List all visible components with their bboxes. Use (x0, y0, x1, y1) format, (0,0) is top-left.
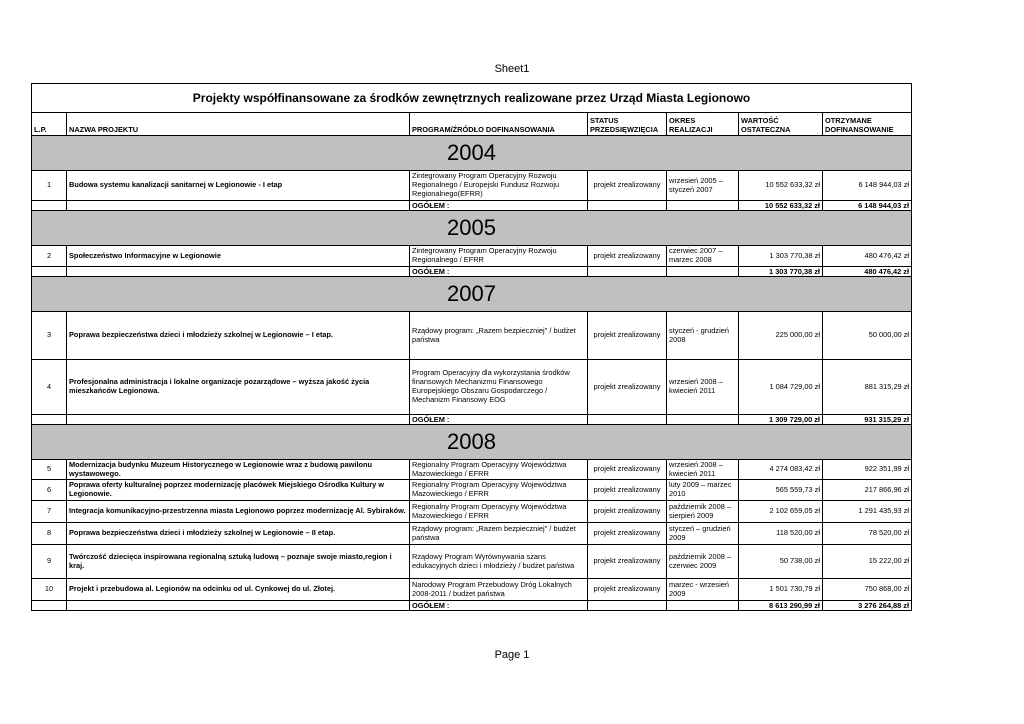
cell-status: projekt zrealizowany (588, 246, 667, 267)
cell-lp: 1 (32, 171, 67, 201)
header-program: PROGRAM/ŹRÓDŁO DOFINANSOWANIA (410, 113, 588, 136)
table-row (32, 171, 912, 201)
total-value: 8 613 290,99 zł (739, 601, 823, 611)
cell-period: październik 2008 – sierpień 2009 (667, 501, 739, 523)
cell-value: 4 274 083,42 zł (739, 460, 823, 480)
table-row (32, 480, 912, 501)
table-row (32, 523, 912, 545)
total-funding: 931 315,29 zł (823, 415, 912, 425)
cell-funding: 50 000,00 zł (823, 312, 912, 360)
total-row (32, 201, 912, 211)
cell-period: styczeń - grudzień 2008 (667, 312, 739, 360)
cell-status: projekt zrealizowany (588, 360, 667, 415)
sheet-name: Sheet1 (494, 63, 530, 75)
cell-program: Program Operacyjny dla wykorzystania środków finansowych Mechanizmu Finansowego Europejskiego Obszaru Gospodarczego / Mechanizm Finansowy EOG (410, 360, 588, 415)
cell-funding: 480 476,42 zł (823, 246, 912, 267)
cell-funding: 881 315,29 zł (823, 360, 912, 415)
cell-value: 1 084 729,00 zł (739, 360, 823, 415)
projects-table (31, 83, 912, 611)
cell-value: 10 552 633,32 zł (739, 171, 823, 201)
cell-status: projekt zrealizowany (588, 480, 667, 501)
cell-project-name: Projekt i przebudowa al. Legionów na odcinku od ul. Cynkowej do ul. Złotej. (67, 579, 410, 601)
cell-program: Zintegrowany Program Operacyjny Rozwoju Regionalnego / Europejski Fundusz Rozwoju Regionalnego(EFRR) (410, 171, 588, 201)
header-row (32, 113, 912, 136)
total-funding: 3 276 264,88 zł (823, 601, 912, 611)
total-row (32, 267, 912, 277)
cell-lp: 6 (32, 480, 67, 501)
table-row (32, 360, 912, 415)
cell-project-name: Poprawa bezpieczeństwa dzieci i młodzieży szkolnej w Legionowie – I etap. (67, 312, 410, 360)
header-lp: L.P. (32, 113, 67, 136)
cell-status: projekt zrealizowany (588, 579, 667, 601)
cell-value: 118 520,00 zł (739, 523, 823, 545)
table-row (32, 312, 912, 360)
year-heading: 2008 (32, 425, 912, 460)
cell-program: Rządowy program: „Razem bezpieczniej" / budżet państwa (410, 523, 588, 545)
total-value: 10 552 633,32 zł (739, 201, 823, 211)
total-value: 1 309 729,00 zł (739, 415, 823, 425)
total-value: 1 303 770,38 zł (739, 267, 823, 277)
cell-value: 1 303 770,38 zł (739, 246, 823, 267)
cell-program: Regionalny Program Operacyjny Województwa Mazowieckiego / EFRR (410, 460, 588, 480)
cell-funding: 217 866,96 zł (823, 480, 912, 501)
year-heading: 2005 (32, 211, 912, 246)
table-row (32, 501, 912, 523)
year-heading: 2007 (32, 277, 912, 312)
cell-project-name: Społeczeństwo Informacyjne w Legionowie (67, 246, 410, 267)
cell-status: projekt zrealizowany (588, 523, 667, 545)
cell-project-name: Integracja komunikacyjno-przestrzenna miasta Legionowo poprzez modernizację Al. Sybiraków. (67, 501, 410, 523)
cell-project-name: Twórczość dziecięca inspirowana regionalną sztuką ludową – poznaje swoje miasto,region i kraj. (67, 545, 410, 579)
cell-lp: 5 (32, 460, 67, 480)
cell-value: 565 559,73 zł (739, 480, 823, 501)
cell-funding: 1 291 435,93 zł (823, 501, 912, 523)
cell-period: styczeń – grudzień 2009 (667, 523, 739, 545)
total-funding: 480 476,42 zł (823, 267, 912, 277)
cell-value: 2 102 659,05 zł (739, 501, 823, 523)
cell-funding: 15 222,00 zł (823, 545, 912, 579)
cell-project-name: Poprawa bezpieczeństwa dzieci i młodzieży szkolnej w Legionowie – II etap. (67, 523, 410, 545)
total-row (32, 415, 912, 425)
total-label: OGÓŁEM : (410, 267, 588, 277)
cell-value: 225 000,00 zł (739, 312, 823, 360)
cell-status: projekt zrealizowany (588, 545, 667, 579)
cell-funding: 750 868,00 zł (823, 579, 912, 601)
cell-funding: 6 148 944,03 zł (823, 171, 912, 201)
cell-lp: 10 (32, 579, 67, 601)
total-funding: 6 148 944,03 zł (823, 201, 912, 211)
cell-period: czerwiec 2007 – marzec 2008 (667, 246, 739, 267)
cell-program: Narodowy Program Przebudowy Dróg Lokalnych 2008-2011 / budżet państwa (410, 579, 588, 601)
total-label: OGÓŁEM : (410, 601, 588, 611)
cell-value: 1 501 730,79 zł (739, 579, 823, 601)
cell-lp: 7 (32, 501, 67, 523)
total-row (32, 601, 912, 611)
cell-lp: 8 (32, 523, 67, 545)
header-name: NAZWA PROJEKTU (67, 113, 410, 136)
total-label: OGÓŁEM : (410, 201, 588, 211)
cell-program: Rządowy Program Wyrównywania szans edukacyjnych dzieci i młodzieży / budżet państwa (410, 545, 588, 579)
cell-status: projekt zrealizowany (588, 501, 667, 523)
table-row (32, 545, 912, 579)
cell-program: Regionalny Program Operacyjny Województwa Mazowieckiego / EFRR (410, 501, 588, 523)
cell-value: 50 738,00 zł (739, 545, 823, 579)
header-funding: OTRZYMANE DOFINANSOWANIE (823, 113, 912, 136)
cell-period: marzec - wrzesień 2009 (667, 579, 739, 601)
year-heading: 2004 (32, 136, 912, 171)
cell-project-name: Poprawa oferty kulturalnej poprzez modernizację placówek Miejskiego Ośrodka Kultury w Legionowie. (67, 480, 410, 501)
header-status: STATUS PRZEDSIĘWZIĘCIA (588, 113, 667, 136)
page-footer: Page 1 (494, 649, 530, 661)
cell-program: Rządowy program: „Razem bezpieczniej" / budżet państwa (410, 312, 588, 360)
table-row (32, 579, 912, 601)
cell-period: wrzesień 2005 – styczeń 2007 (667, 171, 739, 201)
header-period: OKRES REALIZACJI (667, 113, 739, 136)
table-row (32, 460, 912, 480)
table-title: Projekty współfinansowane za środków zewnętrznych realizowane przez Urząd Miasta Legionowo (32, 84, 912, 113)
cell-program: Zintegrowany Program Operacyjny Rozwoju Regionalnego / EFRR (410, 246, 588, 267)
cell-project-name: Modernizacja budynku Muzeum Historycznego w Legionowie wraz z budową pawilonu wystawowego. (67, 460, 410, 480)
header-value: WARTOŚĆ OSTATECZNA (739, 113, 823, 136)
table-row (32, 246, 912, 267)
cell-status: projekt zrealizowany (588, 171, 667, 201)
cell-lp: 2 (32, 246, 67, 267)
cell-period: październik 2008 – czerwiec 2009 (667, 545, 739, 579)
cell-period: wrzesień 2008 – kwiecień 2011 (667, 360, 739, 415)
cell-project-name: Budowa systemu kanalizacji sanitarnej w Legionowie - I etap (67, 171, 410, 201)
cell-lp: 9 (32, 545, 67, 579)
cell-program: Regionalny Program Operacyjny Województwa Mazowieckiego / EFRR (410, 480, 588, 501)
cell-status: projekt zrealizowany (588, 460, 667, 480)
cell-period: luty 2009 – marzec 2010 (667, 480, 739, 501)
cell-status: projekt zrealizowany (588, 312, 667, 360)
cell-lp: 3 (32, 312, 67, 360)
cell-funding: 78 520,00 zł (823, 523, 912, 545)
cell-funding: 922 351,99 zł (823, 460, 912, 480)
cell-project-name: Profesjonalna administracja i lokalne organizacje pozarządowe – wyższa jakość życia mieszkańców Legionowa. (67, 360, 410, 415)
total-label: OGÓŁEM : (410, 415, 588, 425)
cell-period: wrzesień 2008 – kwiecień 2011 (667, 460, 739, 480)
cell-lp: 4 (32, 360, 67, 415)
